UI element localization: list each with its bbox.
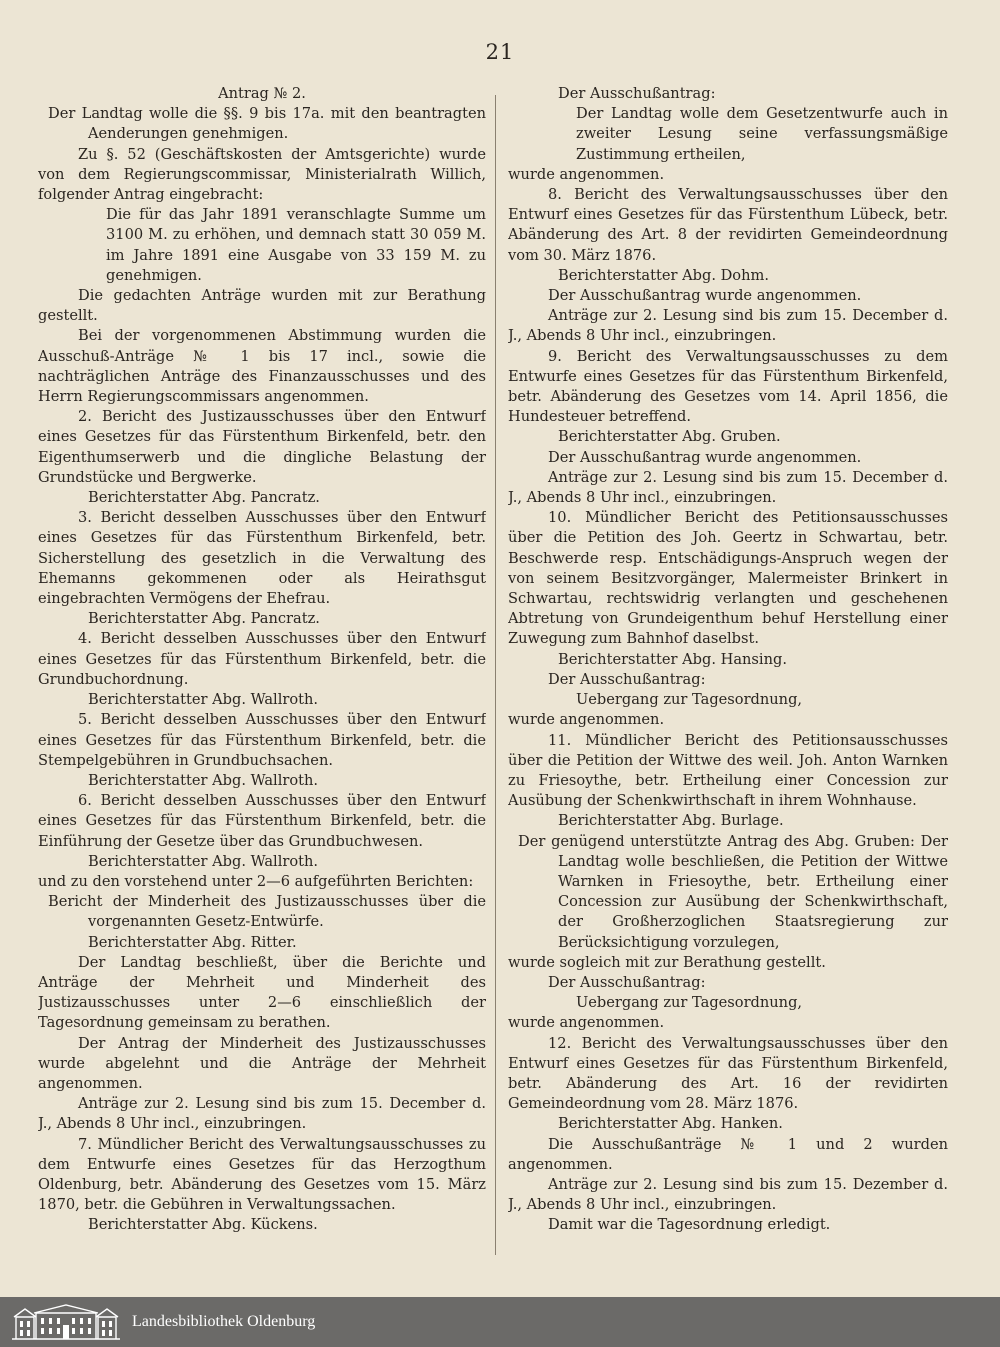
left-column-paragraph: Bei der vorgenommenen Abstimmung wurden die Ausschuß-Anträge № 1 bis 17 incl., sowie die nachträglichen Anträge des Finanzausschusses und des Herrn Regierungscommissars angenommen. (38, 327, 486, 406)
right-column-paragraph: Der Ausschußantrag: (548, 973, 706, 991)
right-column-paragraph: Damit war die Tagesordnung erledigt. (548, 1216, 831, 1234)
right-column-paragraph: Berichterstatter Abg. Dohm. (558, 266, 769, 284)
right-column-paragraph: Der Ausschußantrag wurde angenommen. (548, 287, 862, 305)
right-column-paragraph: wurde sogleich mit zur Berathung gestellt. (508, 953, 826, 971)
library-building-icon (10, 1303, 122, 1341)
right-column-paragraph: Anträge zur 2. Lesung sind bis zum 15. December d. J., Abends 8 Uhr incl., einzubringen. (508, 468, 948, 507)
right-column-paragraph: Die Ausschußanträge № 1 und 2 wurden angenommen. (508, 1135, 948, 1173)
left-column-paragraph: 2. Bericht des Justizausschusses über den Entwurf eines Gesetzes für das Fürstenthum Birkenfeld, betr. den Eigenthumserwerb und die dingliche Belastung der Grundstücke und Bergwerke. (38, 408, 486, 486)
right-column-paragraph: wurde angenommen. (508, 165, 665, 183)
left-column-paragraph: 6. Bericht desselben Ausschusses über den Entwurf eines Gesetzes für das Fürstenthum Birkenfeld, betr. die Einführung der Gesetze über das Grundbuchwesen. (38, 792, 486, 850)
right-column-paragraph: Uebergang zur Tagesordnung, (576, 691, 803, 709)
left-column-paragraph: Die gedachten Anträge wurden mit zur Berathung gestellt. (38, 287, 486, 325)
right-column-paragraph: 8. Bericht des Verwaltungsausschusses über den Entwurf eines Gesetzes für das Fürstenthum Lübeck, betr. Abänderung des Art. 8 der revidirten Gemeindeordnung vom 30. März 1876. (508, 186, 948, 264)
left-column-paragraph: und zu den vorstehend unter 2—6 aufgeführten Berichten: (38, 872, 474, 890)
right-column-paragraph: Uebergang zur Tagesordnung, (576, 994, 803, 1012)
left-column (38, 84, 486, 1259)
right-column-paragraph: wurde angenommen. (508, 1014, 665, 1032)
left-column-paragraph: Berichterstatter Abg. Kückens. (88, 1216, 318, 1234)
left-column-paragraph: Berichterstatter Abg. Pancratz. (88, 610, 320, 628)
left-column-paragraph: Berichterstatter Abg. Wallroth. (88, 691, 319, 709)
library-footer-bar (0, 1297, 1000, 1347)
right-column-paragraph: Berichterstatter Abg. Hansing. (558, 650, 787, 668)
right-column-paragraph: 10. Mündlicher Bericht des Petitionsausschusses über die Petition des Joh. Geertz in Schwartau, betr. Beschwerde resp. Entschädigungs-Anspruch wegen der von seinem Besitzvorgänger, Malermeister Brinkert in Schwartau, rechtswidrig verlangten und geschehenen Abtretung von Grundeigenthum behuf Herstellung einer Zuwegung zum Bahnhof daselbst. (508, 509, 948, 648)
column-divider (495, 95, 496, 1255)
page-number: 21 (485, 40, 515, 64)
right-column-paragraph: Der Landtag wolle dem Gesetzentwurfe auch in zweiter Lesung seine verfassungsmäßige Zustimmung ertheilen, (576, 105, 948, 163)
left-column-paragraph: 5. Bericht desselben Ausschusses über den Entwurf eines Gesetzes für das Fürstenthum Birkenfeld, betr. die Stempelgebühren in Grundbuchsachen. (38, 711, 486, 769)
right-column-paragraph: Der genügend unterstützte Antrag des Abg. Gruben: Der Landtag wolle beschließen, die Petition der Wittwe Warnken in Friesoythe, betr. Ertheilung einer Concession zur Ausübung der Schenkwirthschaft, der Großherzoglichen Staatsregierung zur Berücksichtigung vorzulegen, (518, 832, 948, 951)
left-column-paragraph: Antrag № 2. (218, 85, 306, 102)
right-column-paragraph: Berichterstatter Abg. Gruben. (558, 428, 781, 446)
left-column-paragraph: Der Landtag beschließt, über die Berichte und Anträge der Mehrheit und Minderheit des Justizausschusses unter 2—6 einschließlich der Tagesordnung gemeinsam zu berathen. (38, 953, 486, 1032)
left-column-paragraph: Bericht der Minderheit des Justizausschusses über die vorgenannten Gesetz-Entwürfe. (48, 893, 486, 931)
left-column-paragraph: Berichterstatter Abg. Ritter. (88, 933, 297, 951)
right-column-paragraph: Der Ausschußantrag: (548, 670, 706, 688)
right-column (508, 84, 948, 1259)
left-column-paragraph: 3. Bericht desselben Ausschusses über den Entwurf eines Gesetzes für das Fürstenthum Birkenfeld, betr. Sicherstellung des gesetzlich in die Verwaltung des Ehemanns gekommenen oder als Heirathsgut eingebrachten Vermögens der Ehefrau. (38, 509, 486, 608)
right-column-paragraph: Berichterstatter Abg. Burlage. (558, 812, 784, 830)
right-column-paragraph: Berichterstatter Abg. Hanken. (558, 1115, 783, 1133)
library-name: Landesbibliothek Oldenburg (132, 1313, 316, 1330)
right-column-paragraph: Der Ausschußantrag: (558, 85, 716, 102)
left-column-paragraph: Berichterstatter Abg. Pancratz. (88, 489, 320, 507)
left-column-paragraph: 4. Bericht desselben Ausschusses über den Entwurf eines Gesetzes für das Fürstenthum Birkenfeld, betr. die Grundbuchordnung. (38, 630, 486, 688)
left-column-paragraph: Anträge zur 2. Lesung sind bis zum 15. December d. J., Abends 8 Uhr incl., einzubringen. (38, 1095, 486, 1133)
right-column-paragraph: 9. Bericht des Verwaltungsausschusses zu dem Entwurfe eines Gesetzes für das Fürstenthum Birkenfeld, betr. Abänderung des Gesetzes vom 14. April 1856, die Hundesteuer betreffend. (508, 347, 948, 426)
right-column-paragraph: Anträge zur 2. Lesung sind bis zum 15. December d. J., Abends 8 Uhr incl., einzubringen. (508, 307, 948, 345)
right-column-paragraph: Der Ausschußantrag wurde angenommen. (548, 448, 862, 466)
left-column-paragraph: Zu §. 52 (Geschäftskosten der Amtsgerichte) wurde von dem Regierungscommissar, Ministerialrath Willich, folgender Antrag eingebracht: (38, 145, 486, 204)
right-column-paragraph: 11. Mündlicher Bericht des Petitionsausschusses über die Petition der Wittwe des weil. Joh. Anton Warnken zu Friesoythe, betr. Ertheilung einer Concession zur Ausübung der Schenkwirthschaft in ihrem Wohnhause. (508, 731, 948, 810)
left-column-paragraph: Der Antrag der Minderheit des Justizausschusses wurde abgelehnt und die Anträge der Mehrheit angenommen. (38, 1034, 486, 1092)
left-column-paragraph: Berichterstatter Abg. Wallroth. (88, 771, 319, 789)
left-column-paragraph: 7. Mündlicher Bericht des Verwaltungsausschusses zu dem Entwurfe eines Gesetzes für das Herzogthum Oldenburg, betr. Abänderung des Gesetzes vom 15. März 1870, betr. die Gebühren in Verwaltungssachen. (38, 1135, 486, 1214)
left-column-paragraph: Der Landtag wolle die §§. 9 bis 17a. mit den beantragten Aenderungen genehmigen. (48, 105, 486, 143)
right-column-paragraph: Anträge zur 2. Lesung sind bis zum 15. Dezember d. J., Abends 8 Uhr incl., einzubringen. (508, 1175, 948, 1214)
left-column-paragraph: Berichterstatter Abg. Wallroth. (88, 852, 319, 870)
left-column-paragraph: Die für das Jahr 1891 veranschlagte Summe um 3100 M. zu erhöhen, und demnach statt 30 059 M. im Jahre 1891 eine Ausgabe von 33 159 M. zu genehmigen. (106, 206, 486, 284)
right-column-paragraph: 12. Bericht des Verwaltungsausschusses über den Entwurf eines Gesetzes für das Fürstenthum Birkenfeld, betr. Abänderung des Art. 16 der revidirten Gemeindeordnung vom 28. März 1876. (508, 1034, 948, 1113)
right-column-paragraph: wurde angenommen. (508, 711, 665, 729)
